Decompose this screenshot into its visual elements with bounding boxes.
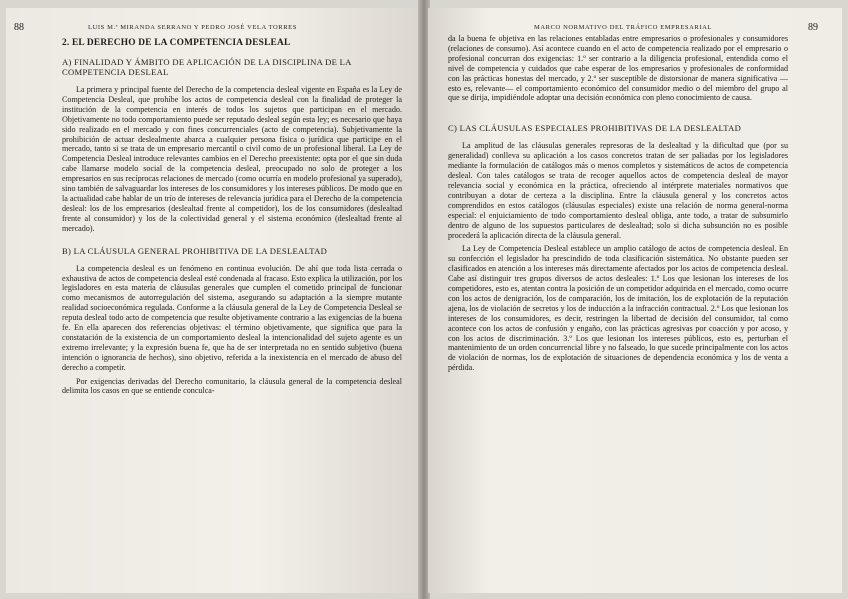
section-title: 2. EL DERECHO DE LA COMPETENCIA DESLEAL: [62, 38, 291, 48]
paragraph-c2: La Ley de Competencia Desleal establece un amplio catálogo de actos de competencia desleal. En su confección el legislador ha prescindido de toda clasificación sistemática. No obstante pueden ser clasificados en atención a los intereses más directamente afectados por los actos de competencia desleal. Cabe así distinguir tres grupos diversos de actos desleales: 1.º Los que lesionan los intereses de los competidores, esto es, atentan contra la posición de un competidor adquirida en el mercado, como ocurre con los actos de denigración, los de comparación, los de imitación, los de explotación de la reputación ajena, los de violación de secretos y los de inducción a la infracción contractual. 2.º Los que lesionan los intereses de los consumidores, es decir, restringen la libertad de decisión del consumidor, tal como acontece con los actos de confusión y engaño, con las prácticas agresivas por coacción y por acoso, y con los actos de discriminación. 3.º Los que lesionan los intereses públicos, esto es, perturban el mantenimiento de un orden concurrencial libre y no falseado, lo que sucede principalmente con los actos de violación de normas, los de explotación de situaciones de dependencia económica y los de venta a pérdida.: [448, 244, 788, 373]
paragraph-b2: Por exigencias derivadas del Derecho comunitario, la cláusula general de la competencia desleal delimita los casos en que se entiende conculca-: [62, 376, 402, 396]
right-page: [428, 8, 842, 593]
subsection-a-title: A) FINALIDAD Y ÁMBITO DE APLICACIÓN DE LA DISCIPLINA DE LA COMPETENCIA DESLEAL: [62, 57, 352, 77]
paragraph-b1: La competencia desleal es un fenómeno en continua evolución. De ahí que toda lista cerrada o exhaustiva de actos de competencia desleal esté condenada al fracaso. Esto explica la utilización, por los legisladores en esta materia de cláusulas generales que cumplen el cometido principal de funcionar como mecanismos de autorregulación del sistema, asegurando su adaptación a la siempre mutante realidad socioeconómica regulada. Conforme a la cláusula general de la Ley de Competencia Desleal se reputa desleal todo acto de competencia que resulte objetivamente contrario a las exigencias de la buena fe. En ella aparecen dos referencias objetivas: el término objetivamente, que significa que para la constatación de la existencia de un comportamiento desleal la intencionalidad del sujeto agente es un extremo irrelevante; y la expresión buena fe, que ha de ser interpretada no en sentido subjetivo (buena intención o ignorancia de hechos), sino objetivo, referida a la inexistencia en el mercado de abuso del derecho a competir.: [62, 263, 402, 372]
right-running-head: MARCO NORMATIVO DEL TRÁFICO EMPRESARIAL: [534, 24, 712, 31]
paragraph-c1: La amplitud de las cláusulas generales represoras de la deslealtad y la dificultad que (por su generalidad) conlleva su aplicación a los casos concretos tratan de ser paliadas por los legisladores mediante la formulación de catálogos más o menos completos y sistemáticos de actos de competencia desleal. Con tales catálogos se trata de recoger aquellos actos de competencia desleal de mayor relevancia social y económica en la práctica, ofreciendo al intérprete materiales normativos que contribuyan a dotar de certeza a la disciplina. Entre la cláusula general y los concretos actos comprendidos en estos catálogos (cláusulas especiales) existe una relación de norma general-norma especial: el enjuiciamiento de todo comportamiento desleal obliga, ante todo, a tratar de subsumirlo dentro de alguno de los supuestos particulares de deslealtad; solo si dicha subsunción no es posible procederá la aplicación directa de la cláusula general.: [448, 141, 788, 240]
left-running-head: LUIS M.ª MIRANDA SERRANO Y PEDRO JOSÉ VELA TORRES: [88, 24, 297, 31]
left-running-header: [14, 8, 402, 34]
subsection-b-title: B) LA CLÁUSULA GENERAL PROHIBITIVA DE LA DESLEALTAD: [62, 245, 328, 256]
left-page: [6, 8, 420, 593]
paragraph-continued: da la buena fe objetiva en las relaciones entabladas entre empresarios o profesionales y consumidores (relaciones de consumo). Así acontece cuando en el acto de competencia realizado por el empresario o profesional concurran dos exigencias: 1.º ser contrario a la diligencia profesional, entendida como el nivel de competencia y cuidados que cabe esperar de los empresarios y profesionales de conformidad con las prácticas honestas del mercado, y 2.º ser susceptible de distorsionar de manera significativa —esto es, relevante— el comportamiento económico del consumidor medio o del miembro del grupo al que se dirija, impidiéndole adoptar una decisión económica con pleno conocimiento de causa.: [448, 34, 788, 103]
paragraph-a1: La primera y principal fuente del Derecho de la competencia desleal vigente en España es la Ley de Competencia Desleal, que prohíbe los actos de competencia desleal con la finalidad de proteger la institución de la competencia en interés de todos los sujetos que participan en el mercado. Objetivamente no todo comportamiento puede ser reputado desleal según esta ley; es necesario que haya sido realizado en el mercado y con fines concurrenciales (acto de competencia). Subjetivamente la prohibición de actuar deslealmente abarca a cualquier persona física o jurídica que participe en el mercado, tanto si se trata de un empresario mercantil o civil como de un profesional liberal. La Ley de Competencia Desleal introduce relevantes cambios en el Derecho preexistente: opta por el que sin duda cabe llamarse modelo social de la competencia desleal, preocupado no solo de proteger a los empresarios en sus recíprocas relaciones de mercado (como ocurría en modelo profesional ya superado), sino también de salvaguardar los intereses de los consumidores y los intereses públicos. De modo que en la actualidad cabe hablar de un trío de intereses de relevancia jurídica para el Derecho de la competencia desleal: los de los empresarios (deslealtad frente al competidor), los de los consumidores (deslealtad frente al consumidor) y los de la colectividad general y el sistema económico (deslealtad frente al mercado).: [62, 85, 402, 233]
subsection-c-title: C) LAS CLÁUSULAS ESPECIALES PROHIBITIVAS DE LA DESLEALTAD: [448, 123, 742, 134]
left-page-number: 88: [14, 22, 24, 33]
right-page-number: 89: [808, 22, 818, 33]
right-running-header: [448, 8, 818, 34]
